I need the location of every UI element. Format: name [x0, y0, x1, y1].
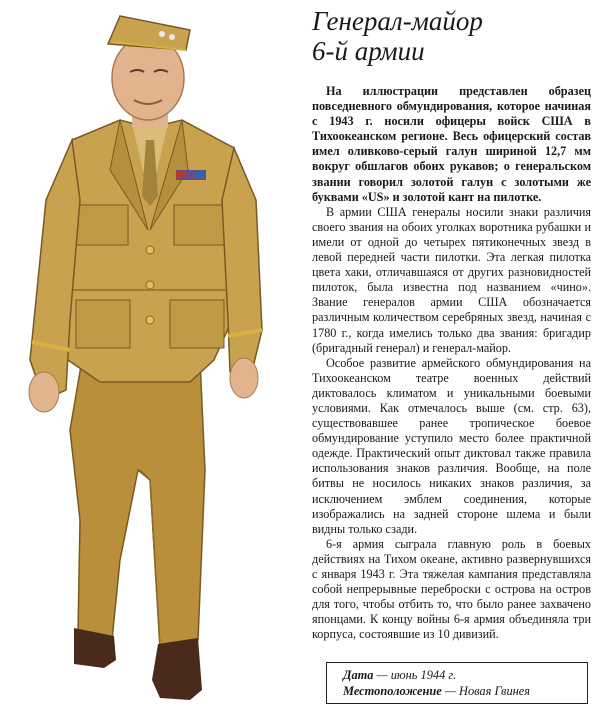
paragraph-4: 6-я армия сыграла главную роль в боевых действиях на Тихом океане, активно развернувшихся с января 1943 г. Эта тяжелая кампания представляла собой непрерывные переброски с острова на остров для того, чтобы отбить то, что было ранее захвачено японцами. К концу войны 6-я армия объединяла три корпуса, состоявшие из 10 дивизий. [312, 536, 591, 642]
location-value: — Новая Гвинея [441, 684, 531, 698]
info-box [326, 662, 588, 704]
paragraph-2: В армии США генералы носили знаки различия своего звания на обоих уголках воротника рубашки и имели от одной до четырех пятиконечных звезд в левой передней части пилотки. Эта легкая пилотка цвета хаки, отличавшаяся от других разновидностей пилоток, была известна под названием «чино». Звание генералов армии США обозначается различным количеством серебряных звезд, начиная с 1780 г., когда имелись только два звания: бригадир (бригадный генерал) и генерал-майор. [312, 204, 591, 355]
title-line-2: 6-й армии [312, 36, 425, 66]
date-value: — июнь 1944 г. [373, 668, 457, 682]
date-line [343, 667, 579, 683]
lead-paragraph: На иллюстрации представлен образец повседневного обмундирования, которое начиная с 1943 г. носили офицеры войск США в Тихоокеанском регионе. Весь офицерский состав имел оливково-серый галун шириной 12,7 мм вокруг обшлагов обоих рукавов; о генеральском звании говорил золотой галун с золотыми же буквами «US» и золотой кант на пилотке. [312, 84, 591, 204]
location-label: Местоположение [343, 684, 442, 698]
title-line-1: Генерал-майор [312, 6, 483, 36]
date-label: Дата [343, 668, 374, 682]
paragraph-3: Особое развитие армейского обмундирования на Тихоокеанском театре военных действий диктовалось климатом и уникальными боевыми условиями. Как отмечалось выше (см. стр. 63), существовавшее ранее тропическое боевое обмундирование уступило место более практичной одежде. Практический опыт диктовал также правила использования знаков различия. Вообще, на поле битвы не носилось никаких знаков различия, за исключением эмблем соединения, которые изображались на задней стороне шлема и были видны только сзади. [312, 355, 591, 536]
article-body [312, 84, 591, 642]
location-line [343, 683, 579, 699]
page-title [312, 6, 592, 66]
